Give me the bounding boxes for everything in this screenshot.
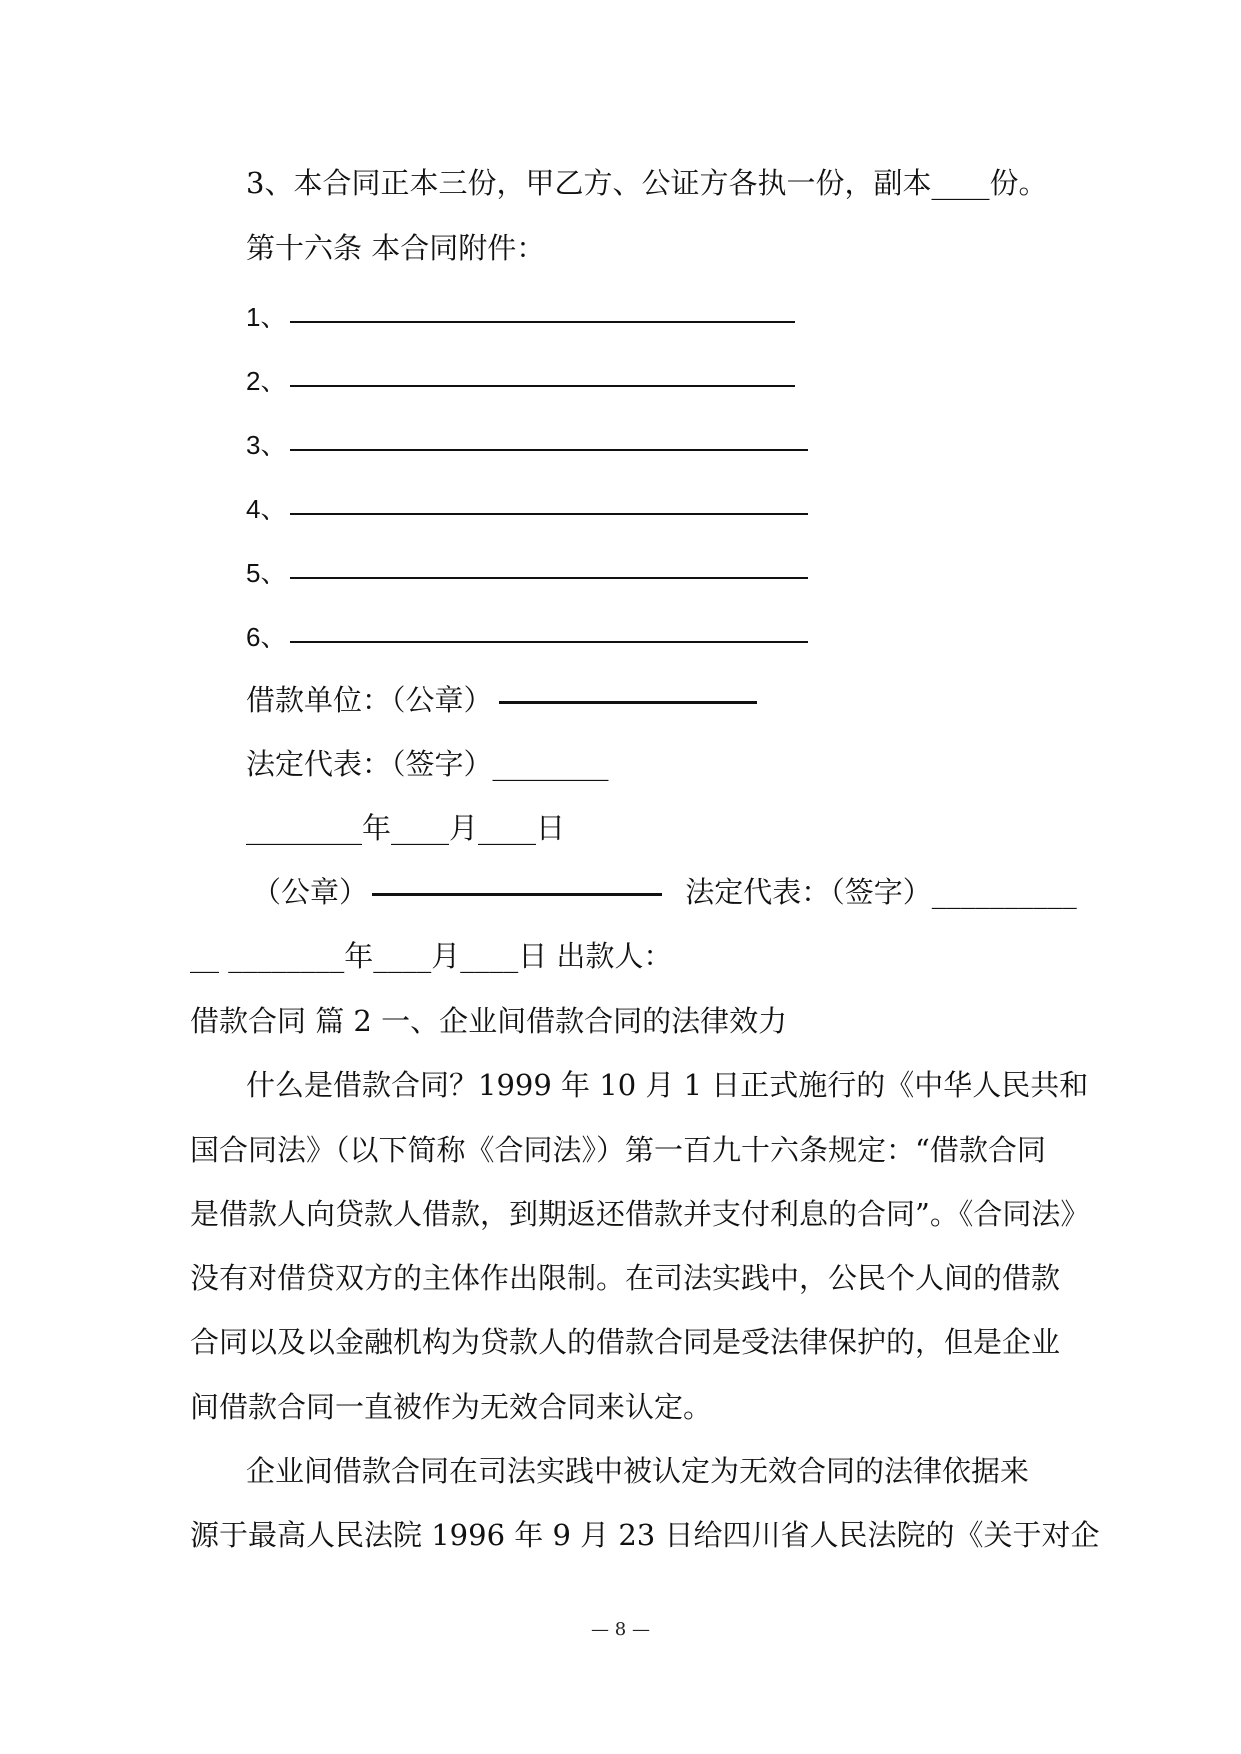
attachment-6-number: 6、: [246, 622, 287, 652]
date-line: ________年____月____日: [246, 811, 566, 845]
attachment-2-number: 2、: [246, 366, 287, 396]
article-16-heading: 第十六条 本合同附件：: [246, 231, 546, 265]
attachment-4-number: 4、: [246, 494, 287, 524]
borrower-unit-blank: [499, 701, 757, 704]
attachment-5-blank: [290, 577, 808, 579]
para2-line-1: 企业间借款合同在司法实践中被认定为无效合同的法律依据来: [246, 1454, 1030, 1488]
attachment-5-number: 5、: [246, 558, 287, 588]
seal-and-rep-line: [252, 873, 1077, 911]
legal-rep-label-2: 法定代表：（签字）__________: [685, 875, 1077, 909]
attachment-1-blank: [290, 321, 795, 323]
para1-line-6: 间借款合同一直被作为无效合同来认定。: [190, 1390, 713, 1424]
attachment-4-blank: [290, 513, 808, 515]
seal-label: （公章）: [252, 875, 369, 909]
attachment-3-number: 3、: [246, 430, 287, 460]
borrower-unit-line: [246, 681, 757, 719]
para1-line-3: 是借款人向贷款人借款，到期返还借款并支付利息的合同”。《合同法》: [190, 1197, 1090, 1231]
para1-line-5: 合同以及以金融机构为贷款人的借款合同是受法律保护的，但是企业: [190, 1325, 1061, 1359]
attachment-6-blank: [290, 641, 808, 643]
para1-line-1: 什么是借款合同？1999 年 10 月 1 日正式施行的《中华人民共和: [246, 1068, 1089, 1102]
para1-line-4: 没有对借贷双方的主体作出限制。在司法实践中，公民个人间的借款: [190, 1261, 1061, 1295]
section-heading: 借款合同 篇 2 一、企业间借款合同的法律效力: [190, 1004, 788, 1038]
attachment-1-number: 1、: [246, 302, 287, 332]
clause-3-line: 3、本合同正本三份，甲乙方、公证方各执一份，副本____份。: [246, 166, 1048, 200]
borrower-unit-label: 借款单位：（公章）: [246, 683, 493, 717]
page-number: — 8 —: [591, 1619, 650, 1640]
attachment-3-blank: [290, 449, 808, 451]
date-line-2: __ ________年____月____日 出款人：: [190, 939, 673, 973]
para1-line-2: 国合同法》（以下简称《合同法》）第一百九十六条规定：“借款合同: [190, 1133, 1046, 1167]
legal-rep-line: 法定代表：（签字）________: [246, 747, 609, 781]
attachment-2-blank: [290, 385, 795, 387]
seal-blank: [372, 893, 662, 896]
para2-line-2: 源于最高人民法院 1996 年 9 月 23 日给四川省人民法院的《关于对企: [190, 1518, 1100, 1552]
